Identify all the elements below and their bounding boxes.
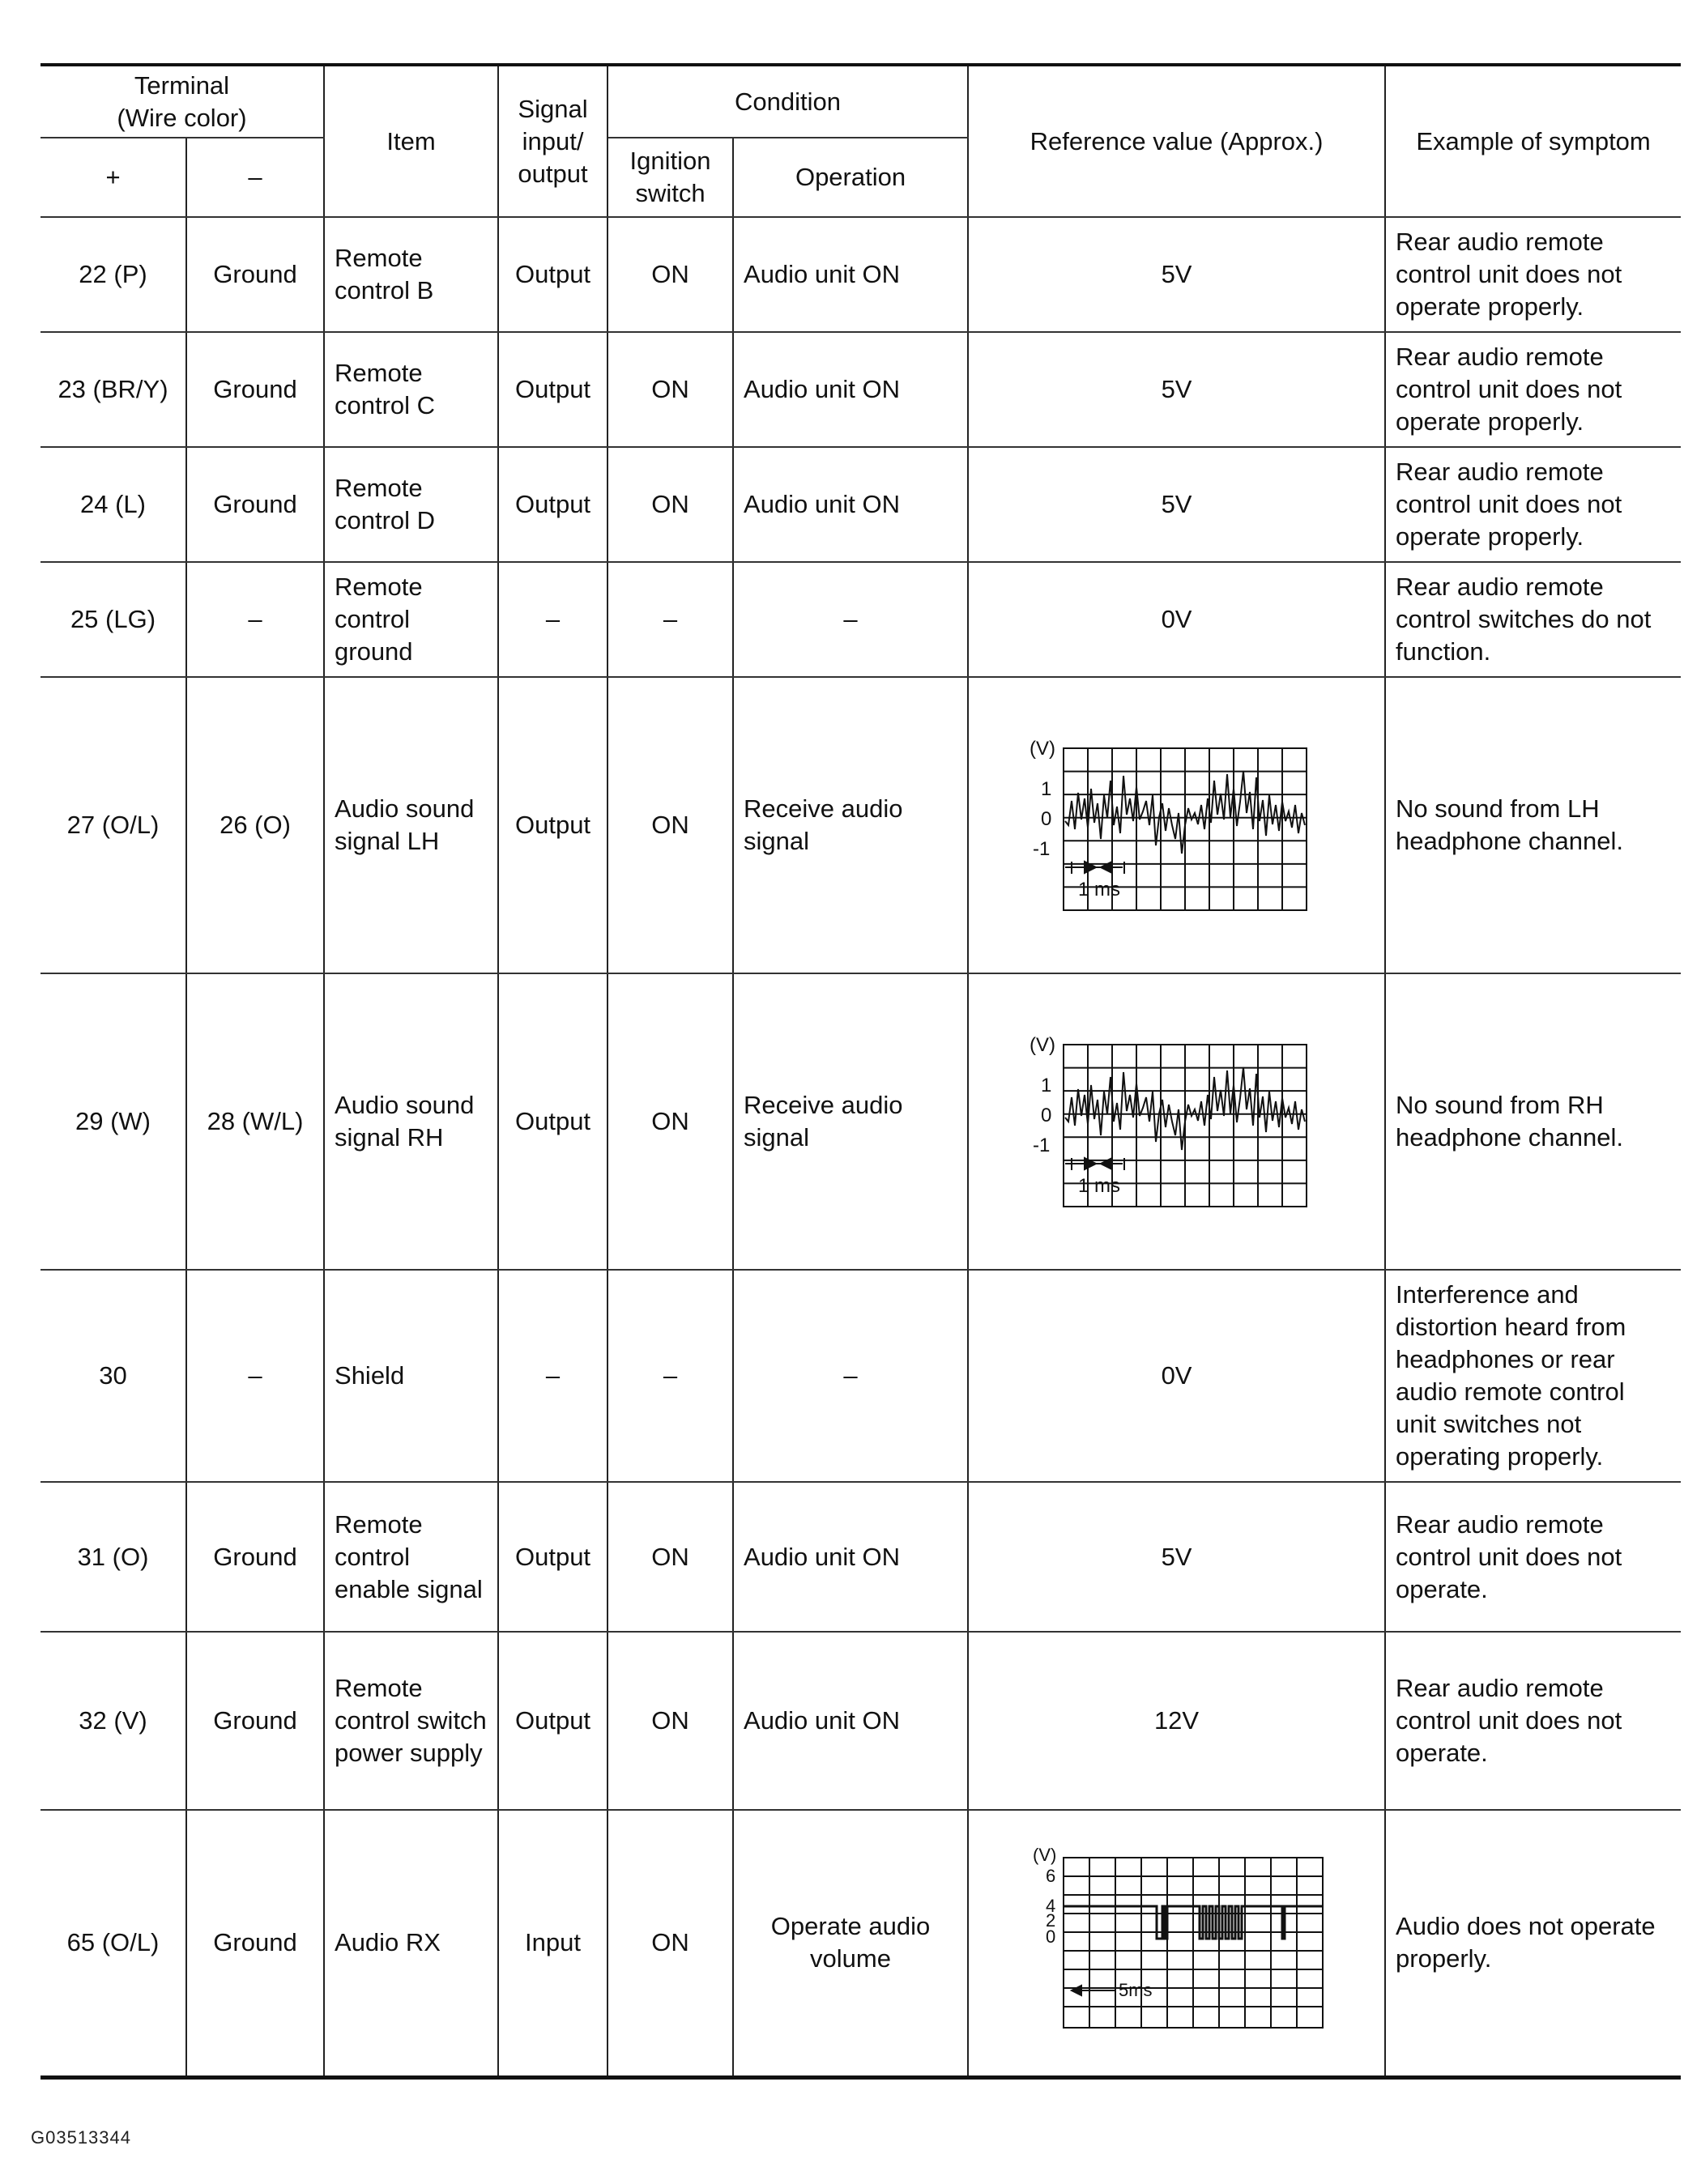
signal-io-cell: Output bbox=[498, 332, 608, 447]
header-row-1 bbox=[40, 65, 1681, 138]
y-tick-label: 4 bbox=[1045, 1896, 1055, 1917]
table-row bbox=[40, 447, 1681, 562]
operation-header: Operation bbox=[733, 138, 968, 217]
table-row bbox=[40, 332, 1681, 447]
y-tick-label: -1 bbox=[1032, 838, 1050, 860]
symptom-cell: Rear audio remote control unit does not operate properly. bbox=[1385, 332, 1681, 447]
y-tick-label: 0 bbox=[1045, 1926, 1055, 1948]
ignition-switch-header: Ignition switch bbox=[608, 138, 733, 217]
signal-io-cell: Input bbox=[498, 1810, 608, 2077]
item-cell: Remote control B bbox=[324, 217, 498, 332]
minus-terminal-cell: – bbox=[186, 562, 324, 677]
reference-value-cell: 5V bbox=[968, 447, 1385, 562]
terminal-header bbox=[40, 65, 324, 138]
ignition-cell: ON bbox=[608, 677, 733, 973]
y-tick-label: 1 bbox=[1040, 1075, 1051, 1096]
operation-cell: Receive audio signal bbox=[733, 677, 968, 973]
ignition-cell: ON bbox=[608, 447, 733, 562]
plus-terminal-cell: 30 bbox=[40, 1270, 186, 1482]
rh-audio-waveform bbox=[1015, 1020, 1339, 1223]
time-scale-label: 1 ms bbox=[1077, 1175, 1120, 1197]
minus-terminal-header: – bbox=[186, 138, 324, 217]
minus-terminal-cell: Ground bbox=[186, 1632, 324, 1810]
plus-terminal-cell: 22 (P) bbox=[40, 217, 186, 332]
operation-cell: – bbox=[733, 1270, 968, 1482]
signal-io-cell: Output bbox=[498, 677, 608, 973]
minus-terminal-cell: 26 (O) bbox=[186, 677, 324, 973]
item-cell: Shield bbox=[324, 1270, 498, 1482]
plus-terminal-cell: 65 (O/L) bbox=[40, 1810, 186, 2077]
y-tick-label: 6 bbox=[1045, 1866, 1055, 1887]
minus-terminal-cell: Ground bbox=[186, 1482, 324, 1632]
table-row bbox=[40, 677, 1681, 973]
table-row bbox=[40, 1482, 1681, 1632]
table-row bbox=[40, 217, 1681, 332]
y-tick-label: 0 bbox=[1040, 808, 1051, 830]
plus-terminal-cell: 31 (O) bbox=[40, 1482, 186, 1632]
symptom-cell: Interference and distortion heard from headphones or rear audio remote control unit switches not operating properly. bbox=[1385, 1270, 1681, 1482]
audio-rx-waveform bbox=[1015, 1841, 1339, 2044]
table-row bbox=[40, 1270, 1681, 1482]
item-cell: Remote control ground bbox=[324, 562, 498, 677]
operation-cell: Audio unit ON bbox=[733, 217, 968, 332]
item-cell: Remote control switch power supply bbox=[324, 1632, 498, 1810]
table-row bbox=[40, 562, 1681, 677]
time-scale-marker bbox=[1072, 1986, 1116, 1995]
reference-value-cell: 5V bbox=[968, 217, 1385, 332]
voltage-unit-label: (V) bbox=[1032, 1845, 1056, 1866]
signal-io-cell: – bbox=[498, 1270, 608, 1482]
condition-header: Condition bbox=[608, 65, 968, 138]
minus-terminal-cell: Ground bbox=[186, 447, 324, 562]
symptom-cell: Rear audio remote control unit does not operate properly. bbox=[1385, 217, 1681, 332]
signal-io-cell: Output bbox=[498, 217, 608, 332]
symptom-cell: Rear audio remote control unit does not operate properly. bbox=[1385, 447, 1681, 562]
figure-code: G03513344 bbox=[31, 2127, 131, 2148]
signal-io-cell: – bbox=[498, 562, 608, 677]
symptom-cell: No sound from LH headphone channel. bbox=[1385, 677, 1681, 973]
time-scale-label: 1 ms bbox=[1077, 879, 1120, 900]
symptom-cell: Rear audio remote control unit does not operate. bbox=[1385, 1632, 1681, 1810]
plus-terminal-cell: 29 (W) bbox=[40, 973, 186, 1270]
signal-io-cell: Output bbox=[498, 447, 608, 562]
plus-terminal-cell: 32 (V) bbox=[40, 1632, 186, 1810]
terminal-reference-table bbox=[40, 63, 1681, 2080]
item-cell: Audio RX bbox=[324, 1810, 498, 2077]
plus-terminal-header: + bbox=[40, 138, 186, 217]
ignition-cell: ON bbox=[608, 332, 733, 447]
reference-value-cell: 5V bbox=[968, 1482, 1385, 1632]
table-row bbox=[40, 1810, 1681, 2077]
operation-cell: Operate audio volume bbox=[733, 1810, 968, 2077]
terminal-reference-table-sheet bbox=[40, 63, 1681, 2080]
item-cell: Remote control enable signal bbox=[324, 1482, 498, 1632]
operation-cell: Audio unit ON bbox=[733, 1482, 968, 1632]
item-cell: Remote control C bbox=[324, 332, 498, 447]
reference-value-cell: 0V bbox=[968, 562, 1385, 677]
operation-cell: Audio unit ON bbox=[733, 332, 968, 447]
scope-grid bbox=[1064, 1858, 1323, 2028]
item-header: Item bbox=[324, 65, 498, 217]
operation-cell: Receive audio signal bbox=[733, 973, 968, 1270]
reference-value-cell: 12V bbox=[968, 1632, 1385, 1810]
time-scale-label: 5ms bbox=[1118, 1980, 1153, 2001]
plus-terminal-cell: 23 (BR/Y) bbox=[40, 332, 186, 447]
lh-audio-waveform bbox=[1015, 724, 1339, 926]
ignition-cell: – bbox=[608, 562, 733, 677]
reference-value-cell bbox=[968, 1810, 1385, 2077]
signal-io-header: Signal input/ output bbox=[498, 65, 608, 217]
operation-cell: Audio unit ON bbox=[733, 1632, 968, 1810]
item-cell: Remote control D bbox=[324, 447, 498, 562]
voltage-unit-label: (V) bbox=[1029, 1034, 1055, 1056]
reference-value-cell bbox=[968, 973, 1385, 1270]
ignition-cell: ON bbox=[608, 217, 733, 332]
minus-terminal-cell: 28 (W/L) bbox=[186, 973, 324, 1270]
symptom-header: Example of symptom bbox=[1385, 65, 1681, 217]
reference-value-header: Reference value (Approx.) bbox=[968, 65, 1385, 217]
operation-cell: – bbox=[733, 562, 968, 677]
operation-cell: Audio unit ON bbox=[733, 447, 968, 562]
minus-terminal-cell: Ground bbox=[186, 217, 324, 332]
minus-terminal-cell: Ground bbox=[186, 332, 324, 447]
ignition-cell: ON bbox=[608, 1632, 733, 1810]
y-tick-label: 0 bbox=[1040, 1105, 1051, 1126]
plus-terminal-cell: 25 (LG) bbox=[40, 562, 186, 677]
table-row bbox=[40, 973, 1681, 1270]
signal-io-cell: Output bbox=[498, 1482, 608, 1632]
symptom-cell: Rear audio remote control switches do not function. bbox=[1385, 562, 1681, 677]
signal-io-cell: Output bbox=[498, 1632, 608, 1810]
minus-terminal-cell: Ground bbox=[186, 1810, 324, 2077]
voltage-unit-label: (V) bbox=[1029, 738, 1055, 760]
ignition-cell: – bbox=[608, 1270, 733, 1482]
ignition-cell: ON bbox=[608, 973, 733, 1270]
plus-terminal-cell: 24 (L) bbox=[40, 447, 186, 562]
terminal-label: Terminal bbox=[134, 70, 230, 100]
item-cell: Audio sound signal RH bbox=[324, 973, 498, 1270]
symptom-cell: Rear audio remote control unit does not operate. bbox=[1385, 1482, 1681, 1632]
item-cell: Audio sound signal LH bbox=[324, 677, 498, 973]
symptom-cell: No sound from RH headphone channel. bbox=[1385, 973, 1681, 1270]
ignition-cell: ON bbox=[608, 1482, 733, 1632]
y-tick-label: 1 bbox=[1040, 778, 1051, 800]
reference-value-cell: 5V bbox=[968, 332, 1385, 447]
y-tick-label: -1 bbox=[1032, 1135, 1050, 1156]
signal-io-cell: Output bbox=[498, 973, 608, 1270]
reference-value-cell bbox=[968, 677, 1385, 973]
y-tick-label: 2 bbox=[1045, 1910, 1055, 1931]
table-row bbox=[40, 1632, 1681, 1810]
wire-color-label: (Wire color) bbox=[117, 103, 247, 132]
symptom-cell: Audio does not operate properly. bbox=[1385, 1810, 1681, 2077]
minus-terminal-cell: – bbox=[186, 1270, 324, 1482]
reference-value-cell: 0V bbox=[968, 1270, 1385, 1482]
ignition-cell: ON bbox=[608, 1810, 733, 2077]
plus-terminal-cell: 27 (O/L) bbox=[40, 677, 186, 973]
